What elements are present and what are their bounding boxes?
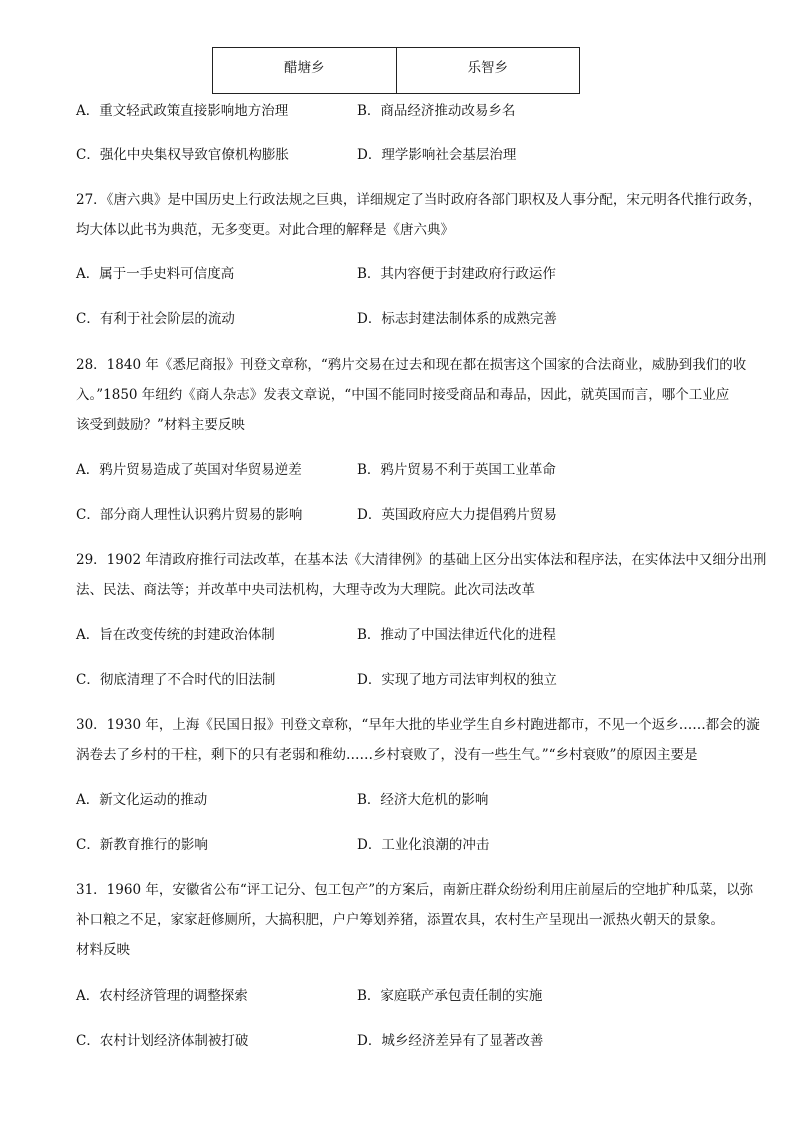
q29-option-b: B．推动了中国法律近代化的进程 — [357, 627, 556, 643]
q30-stem-line-1: 30．1930 年，上海《民国日报》刊登文章称，“早年大批的毕业学生自乡村跑进都市，不见一个返乡……都会的漩 — [76, 717, 760, 733]
q31-option-a: A．农村经济管理的调整探索 — [76, 988, 248, 1004]
q28-option-c: C．部分商人理性认识鸦片贸易的影响 — [76, 507, 303, 523]
q27-option-c: C．有利于社会阶层的流动 — [76, 311, 235, 327]
township-table — [212, 47, 580, 94]
table-row — [213, 48, 580, 94]
q28-option-a: A．鸦片贸易造成了英国对华贸易逆差 — [76, 462, 302, 478]
q29-stem-line-1: 29．1902 年清政府推行司法改革，在基本法《大清律例》的基础上区分出实体法和程序法，在实体法中又细分出刑 — [76, 552, 767, 568]
q31-option-b: B．家庭联产承包责任制的实施 — [357, 988, 543, 1004]
q29-stem-line-2: 法、民法、商法等；并改革中央司法机构，大理寺改为大理院。此次司法改革 — [76, 582, 535, 598]
q27-stem-line-1: 27．《唐六典》是中国历史上行政法规之巨典，详细规定了当时政府各部门职权及人事分配，宋元明各代推行政务， — [76, 192, 762, 208]
q31-option-d: D．城乡经济差异有了显著改善 — [357, 1033, 544, 1049]
q28-option-d: D．英国政府应大力提倡鸦片贸易 — [357, 507, 557, 523]
q30-option-d: D．工业化浪潮的冲击 — [357, 837, 490, 853]
q26-option-a: A．重文轻武政策直接影响地方治理 — [76, 103, 289, 119]
q29-option-d: D．实现了地方司法审判权的独立 — [357, 672, 557, 688]
q28-stem-line-1: 28．1840 年《悉尼商报》刊登文章称，“鸦片交易在过去和现在都在损害这个国家的合法商业，威胁到我们的收 — [76, 357, 747, 373]
q27-option-d: D．标志封建法制体系的成熟完善 — [357, 311, 557, 327]
table-cell: 醋塘乡 — [213, 48, 397, 94]
q30-option-c: C．新教育推行的影响 — [76, 837, 208, 853]
q28-option-b: B．鸦片贸易不利于英国工业革命 — [357, 462, 556, 478]
q30-stem-line-2: 涡卷去了乡村的干柱，剩下的只有老弱和稚幼……乡村衰败了，没有一些生气。”“乡村衰败”的原因主要是 — [76, 747, 698, 763]
table-cell: 乐智乡 — [396, 48, 580, 94]
q27-option-a: A．属于一手史料可信度高 — [76, 266, 235, 282]
q27-option-b: B．其内容便于封建政府行政运作 — [357, 266, 556, 282]
q26-option-d: D．理学影响社会基层治理 — [357, 147, 517, 163]
q31-stem-line-2: 补口粮之不足，家家赶修厕所，大搞积肥，户户筹划养猪，添置农具，农村生产呈现出一派热火朝天的景象。 — [76, 912, 724, 928]
q27-stem-line-2: 均大体以此书为典范，无多变更。对此合理的解释是《唐六典》 — [76, 222, 454, 238]
q30-option-b: B．经济大危机的影响 — [357, 792, 489, 808]
q29-option-a: A．旨在改变传统的封建政治体制 — [76, 627, 275, 643]
q31-stem-line-3: 材料反映 — [76, 942, 130, 958]
q31-stem-line-1: 31．1960 年，安徽省公布“评工记分、包工包产”的方案后，南新庄群众纷纷利用庄前屋后的空地扩种瓜菜，以弥 — [76, 882, 754, 898]
q28-stem-line-3: 该受到鼓励？”材料主要反映 — [76, 417, 245, 433]
q26-option-c: C．强化中央集权导致官僚机构膨胀 — [76, 147, 289, 163]
q30-option-a: A．新文化运动的推动 — [76, 792, 208, 808]
q26-option-b: B．商品经济推动改易乡名 — [357, 103, 516, 119]
q29-option-c: C．彻底清理了不合时代的旧法制 — [76, 672, 276, 688]
q28-stem-line-2: 入。”1850 年纽约《商人杂志》发表文章说，“中国不能同时接受商品和毒品，因此，就英国而言，哪个工业应 — [76, 387, 730, 403]
q31-option-c: C．农村计划经济体制被打破 — [76, 1033, 249, 1049]
